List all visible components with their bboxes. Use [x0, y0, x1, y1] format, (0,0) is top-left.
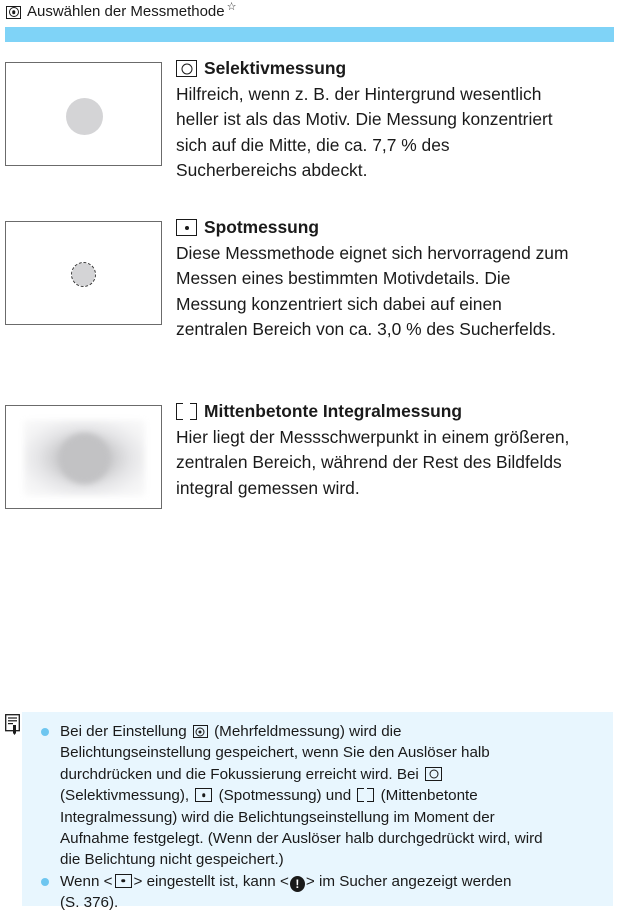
section-title: Spotmessung: [204, 217, 319, 237]
spot-metering-illustration: [5, 221, 162, 325]
section-title: Mittenbetonte Integralmessung: [204, 401, 462, 421]
center-weighted-metering-icon: [176, 403, 197, 420]
center-weighted-metering-icon: [357, 788, 374, 802]
section-text: Hier liegt der Messschwerpunkt in einem größeren, zentralen Bereich, während der Rest des Bildfelds integral gemessen wird.: [176, 426, 570, 498]
spot-metering-icon: [176, 219, 197, 236]
warning-icon: !: [290, 876, 305, 892]
spot-metering-icon: [195, 788, 212, 802]
center-weighted-illustration: [5, 405, 162, 509]
section-text: Hilfreich, wenn z. B. der Hintergrund wesentlich heller ist als das Motiv. Die Messung konzentriert sich auf die Mitte, die ca. 7,7 % des Sucherbereichs abdeckt.: [176, 83, 553, 180]
note-item: Wenn < > eingestellt ist, kann < ! > im Sucher angezeigt werden (S. 376).: [22, 871, 602, 914]
memo-icon: [5, 714, 20, 735]
header-accent-bar: [5, 27, 614, 42]
bullet-icon: [41, 878, 49, 886]
section-center-weighted: [176, 399, 621, 501]
evaluative-metering-icon: [6, 6, 21, 19]
note-item: Bei der Einstellung (Mehrfeldmessung) wird die Belichtungseinstellung gespeichert, wenn Sie den Auslöser halb durchdrücken und die Fokussierung erreicht wird. Bei (Selektivmessung), (Spotmessung) und (Mittenbetonte Integralmessung) wird die Belichtungseinstellung im Moment der Aufnahme festgelegt. (Wenn der Auslöser halb durchgedrückt wird, wird die Belichtung nicht gespeichert.): [22, 721, 602, 871]
page-title: Auswählen der Messmethode: [27, 3, 225, 20]
section-partial-metering: [176, 56, 621, 184]
star-mark: ☆: [226, 1, 237, 13]
section-heading: [176, 215, 621, 241]
partial-metering-icon: [425, 767, 442, 781]
page-header: [6, 2, 236, 22]
note-list: [22, 721, 602, 914]
bullet-icon: [41, 728, 49, 736]
section-title: Selektivmessung: [204, 58, 347, 78]
spot-circle: [71, 262, 96, 287]
evaluative-metering-icon: [193, 725, 208, 738]
section-spot-metering: [176, 215, 621, 343]
note-box: [22, 712, 613, 912]
section-text: Diese Messmethode eignet sich hervorragend zum Messen eines bestimmten Motivdetails. Die Messung konzentriert sich dabei auf einen zentralen Bereich von ca. 3,0 % des Sucherfelds.: [176, 242, 569, 339]
partial-metering-illustration: [5, 62, 162, 166]
spot-metering-icon: [115, 874, 132, 888]
metering-area-disc: [66, 98, 103, 135]
section-heading: [176, 399, 621, 425]
section-heading: [176, 56, 621, 82]
partial-metering-icon: [176, 60, 197, 77]
metering-center: [59, 433, 110, 484]
